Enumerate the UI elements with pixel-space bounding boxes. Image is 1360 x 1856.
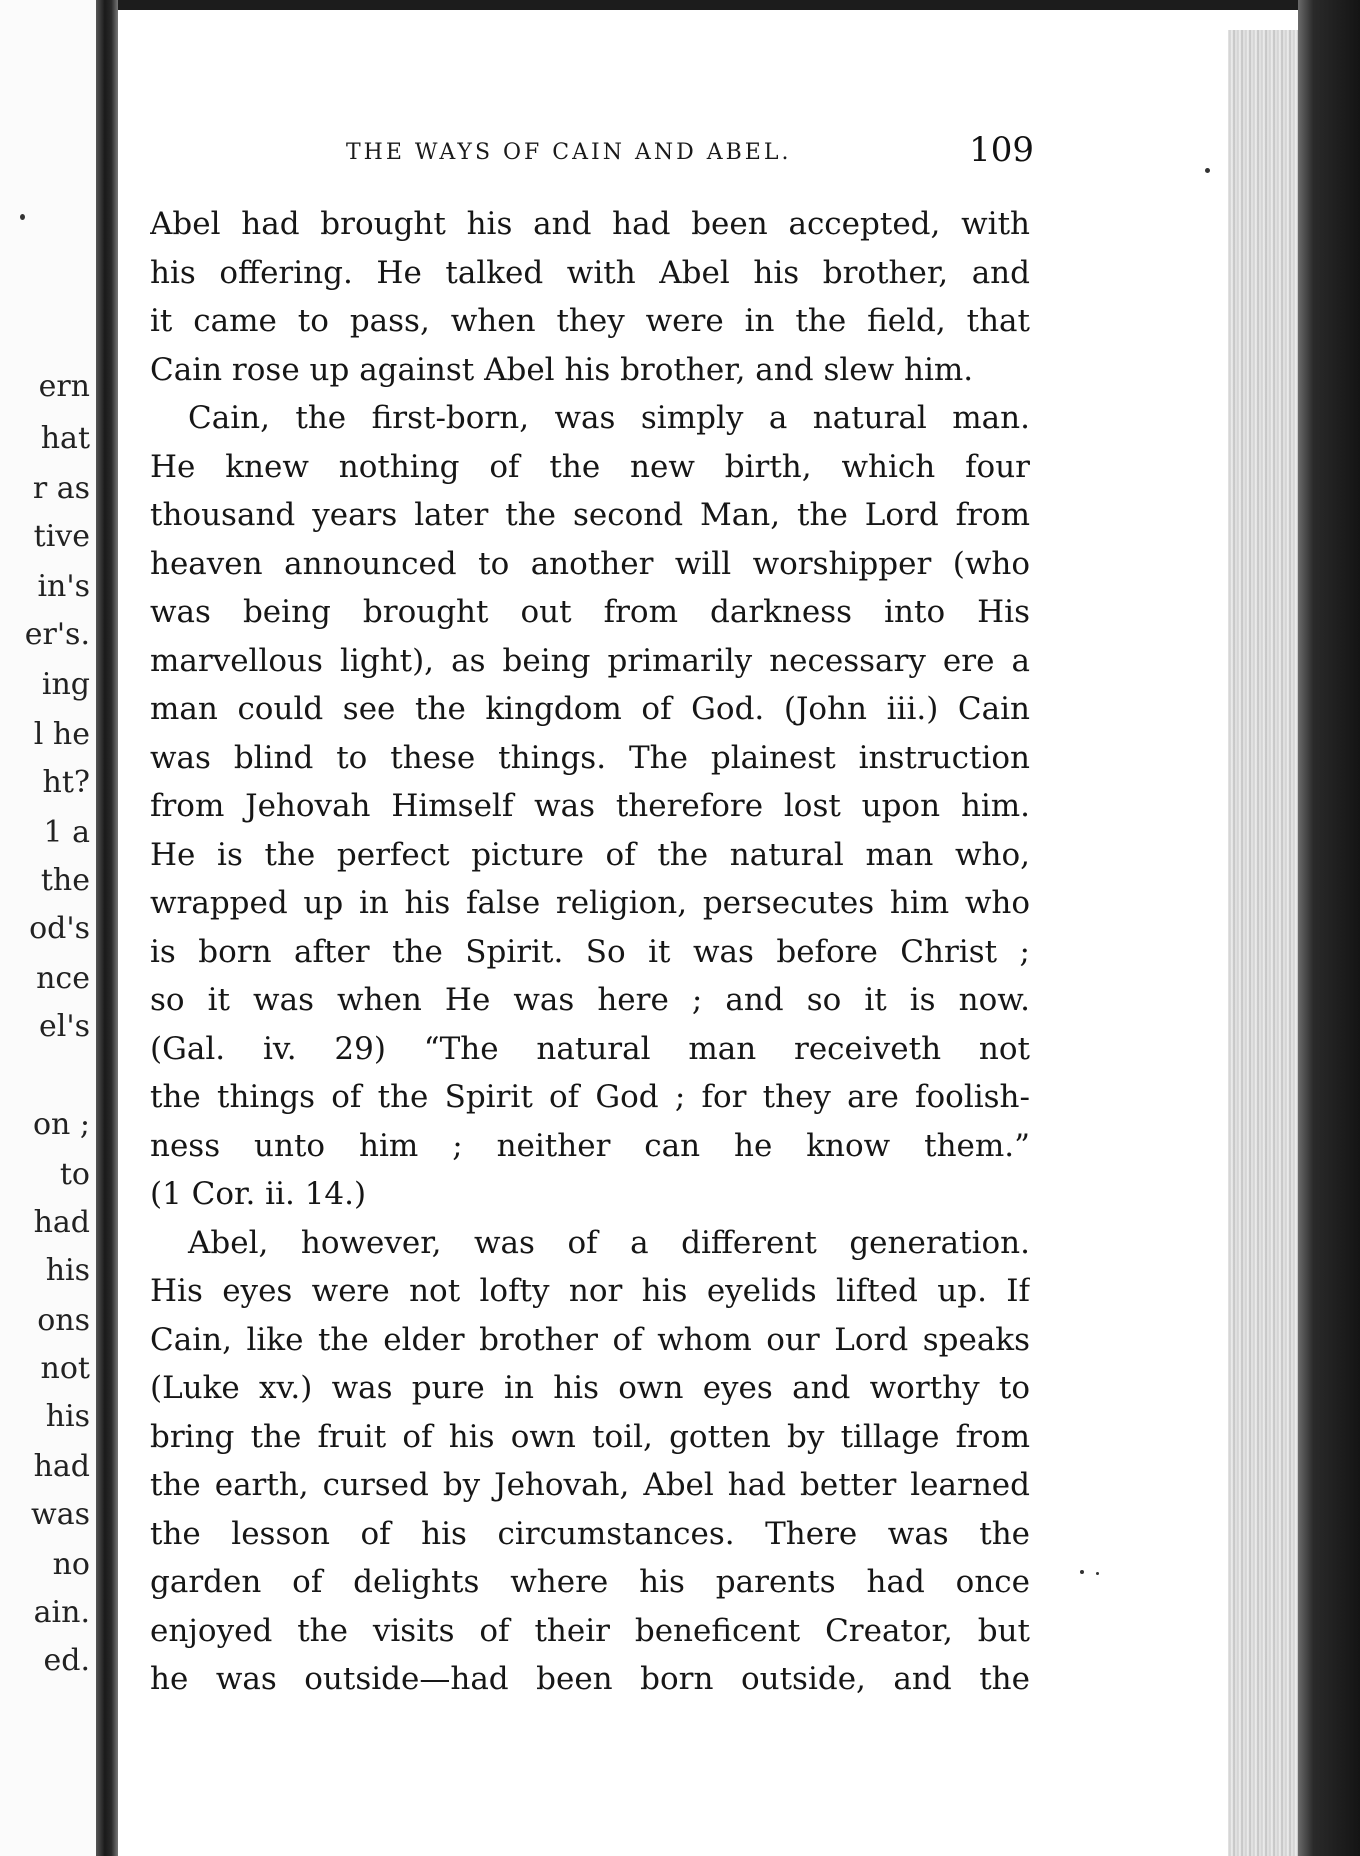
text-line: was blind to these things. The plainest instruction [150, 739, 1030, 776]
left-fragment: ht? [42, 765, 90, 800]
text-line: ness unto him ; neither can he know them.” [150, 1127, 1030, 1164]
text-line: garden of delights where his parents had once [150, 1564, 1030, 1600]
text-line: is born after the Spirit. So it was before Christ ; [150, 933, 1030, 970]
text-line: man could see the kingdom of God. (John iii.) Cain [150, 691, 1030, 727]
left-fragment: had [33, 1449, 90, 1484]
text-line: marvellous light), as being primarily necessary ere a [150, 642, 1030, 679]
text-line: wrapped up in his false religion, persecutes him who [150, 885, 1030, 921]
book-gutter-shadow [96, 0, 118, 1856]
left-fragment: ons [37, 1303, 90, 1338]
text-line: thousand years later the second Man, the Lord from [150, 497, 1030, 533]
text-line: bring the fruit of his own toil, gotten by tillage from [150, 1418, 1030, 1455]
scan-right-border [1298, 0, 1360, 1856]
text-line: the lesson of his circumstances. There was the [150, 1515, 1030, 1552]
page-edge-stack [1228, 30, 1298, 1856]
page-body-text [150, 200, 1030, 1704]
left-fragment: er's. [24, 617, 90, 652]
text-line: Abel had brought his and had been accepted, with [150, 206, 1030, 242]
scan-top-border [0, 0, 1360, 10]
left-fragment: his [45, 1253, 90, 1288]
left-fragment: hat [40, 421, 90, 456]
text-line: Cain rose up against Abel his brother, and slew him. [150, 351, 974, 388]
text-line: heaven announced to another will worshipper (who [150, 545, 1030, 582]
text-line: (1 Cor. ii. 14.) [150, 1176, 367, 1212]
text-line: so it was when He was here ; and so it is now. [150, 982, 1030, 1018]
left-fragment: ern [38, 369, 90, 404]
left-fragment: ed. [43, 1643, 90, 1678]
running-head: THE WAYS OF CAIN AND ABEL. [346, 140, 792, 165]
page-header [228, 130, 1034, 174]
left-fragment: was [31, 1497, 90, 1532]
text-line: He knew nothing of the new birth, which four [150, 448, 1030, 485]
left-fragment: ain. [33, 1595, 90, 1630]
left-fragment: ing [41, 667, 90, 702]
text-line: Abel, however, was of a different generation. [188, 1224, 1030, 1261]
page-number: 109 [969, 130, 1034, 170]
left-fragment: od's [29, 911, 90, 946]
text-line: from Jehovah Himself was therefore lost upon him. [150, 788, 1030, 824]
scan-speck [1096, 1572, 1099, 1575]
left-fragment: had [33, 1205, 90, 1240]
left-fragment: on ; [32, 1107, 90, 1142]
left-fragment: 1 a [43, 815, 90, 850]
scan-speck [1080, 1570, 1084, 1574]
text-line: he was outside—had been born outside, and the [150, 1661, 1030, 1697]
scan-speck [1205, 168, 1210, 173]
text-line: his offering. He talked with Abel his brother, and [150, 254, 1030, 291]
text-line: enjoyed the visits of their beneficent Creator, but [150, 1612, 1030, 1649]
text-line: the earth, cursed by Jehovah, Abel had better learned [150, 1467, 1030, 1503]
text-line: was being brought out from darkness into His [150, 594, 1030, 630]
left-facing-page [0, 0, 98, 1856]
left-fragment: l he [33, 717, 90, 752]
text-line: it came to pass, when they were in the field, that [150, 303, 1030, 339]
left-fragment: nce [36, 961, 90, 996]
left-fragment: r as [32, 471, 90, 506]
text-line: Cain, the first-born, was simply a natural man. [188, 400, 1030, 436]
left-fragment: not [40, 1351, 90, 1386]
text-line: Cain, like the elder brother of whom our Lord speaks [150, 1321, 1030, 1358]
left-fragment: in's [37, 569, 90, 604]
scan-speck [20, 214, 25, 220]
text-line: the things of the Spirit of God ; for they are foolish- [150, 1079, 1030, 1115]
text-line: He is the perfect picture of the natural man who, [150, 836, 1030, 873]
left-fragment: his [45, 1399, 90, 1434]
text-line: His eyes were not lofty nor his eyelids lifted up. If [150, 1273, 1030, 1309]
left-fragment: to [59, 1157, 90, 1192]
left-fragment: tive [33, 519, 90, 554]
left-fragment: the [40, 863, 90, 898]
left-fragment: no [52, 1547, 90, 1582]
left-fragment: el's [39, 1009, 90, 1044]
text-line: (Gal. iv. 29) “The natural man receiveth not [150, 1030, 1030, 1067]
text-line: (Luke xv.) was pure in his own eyes and worthy to [150, 1370, 1030, 1406]
